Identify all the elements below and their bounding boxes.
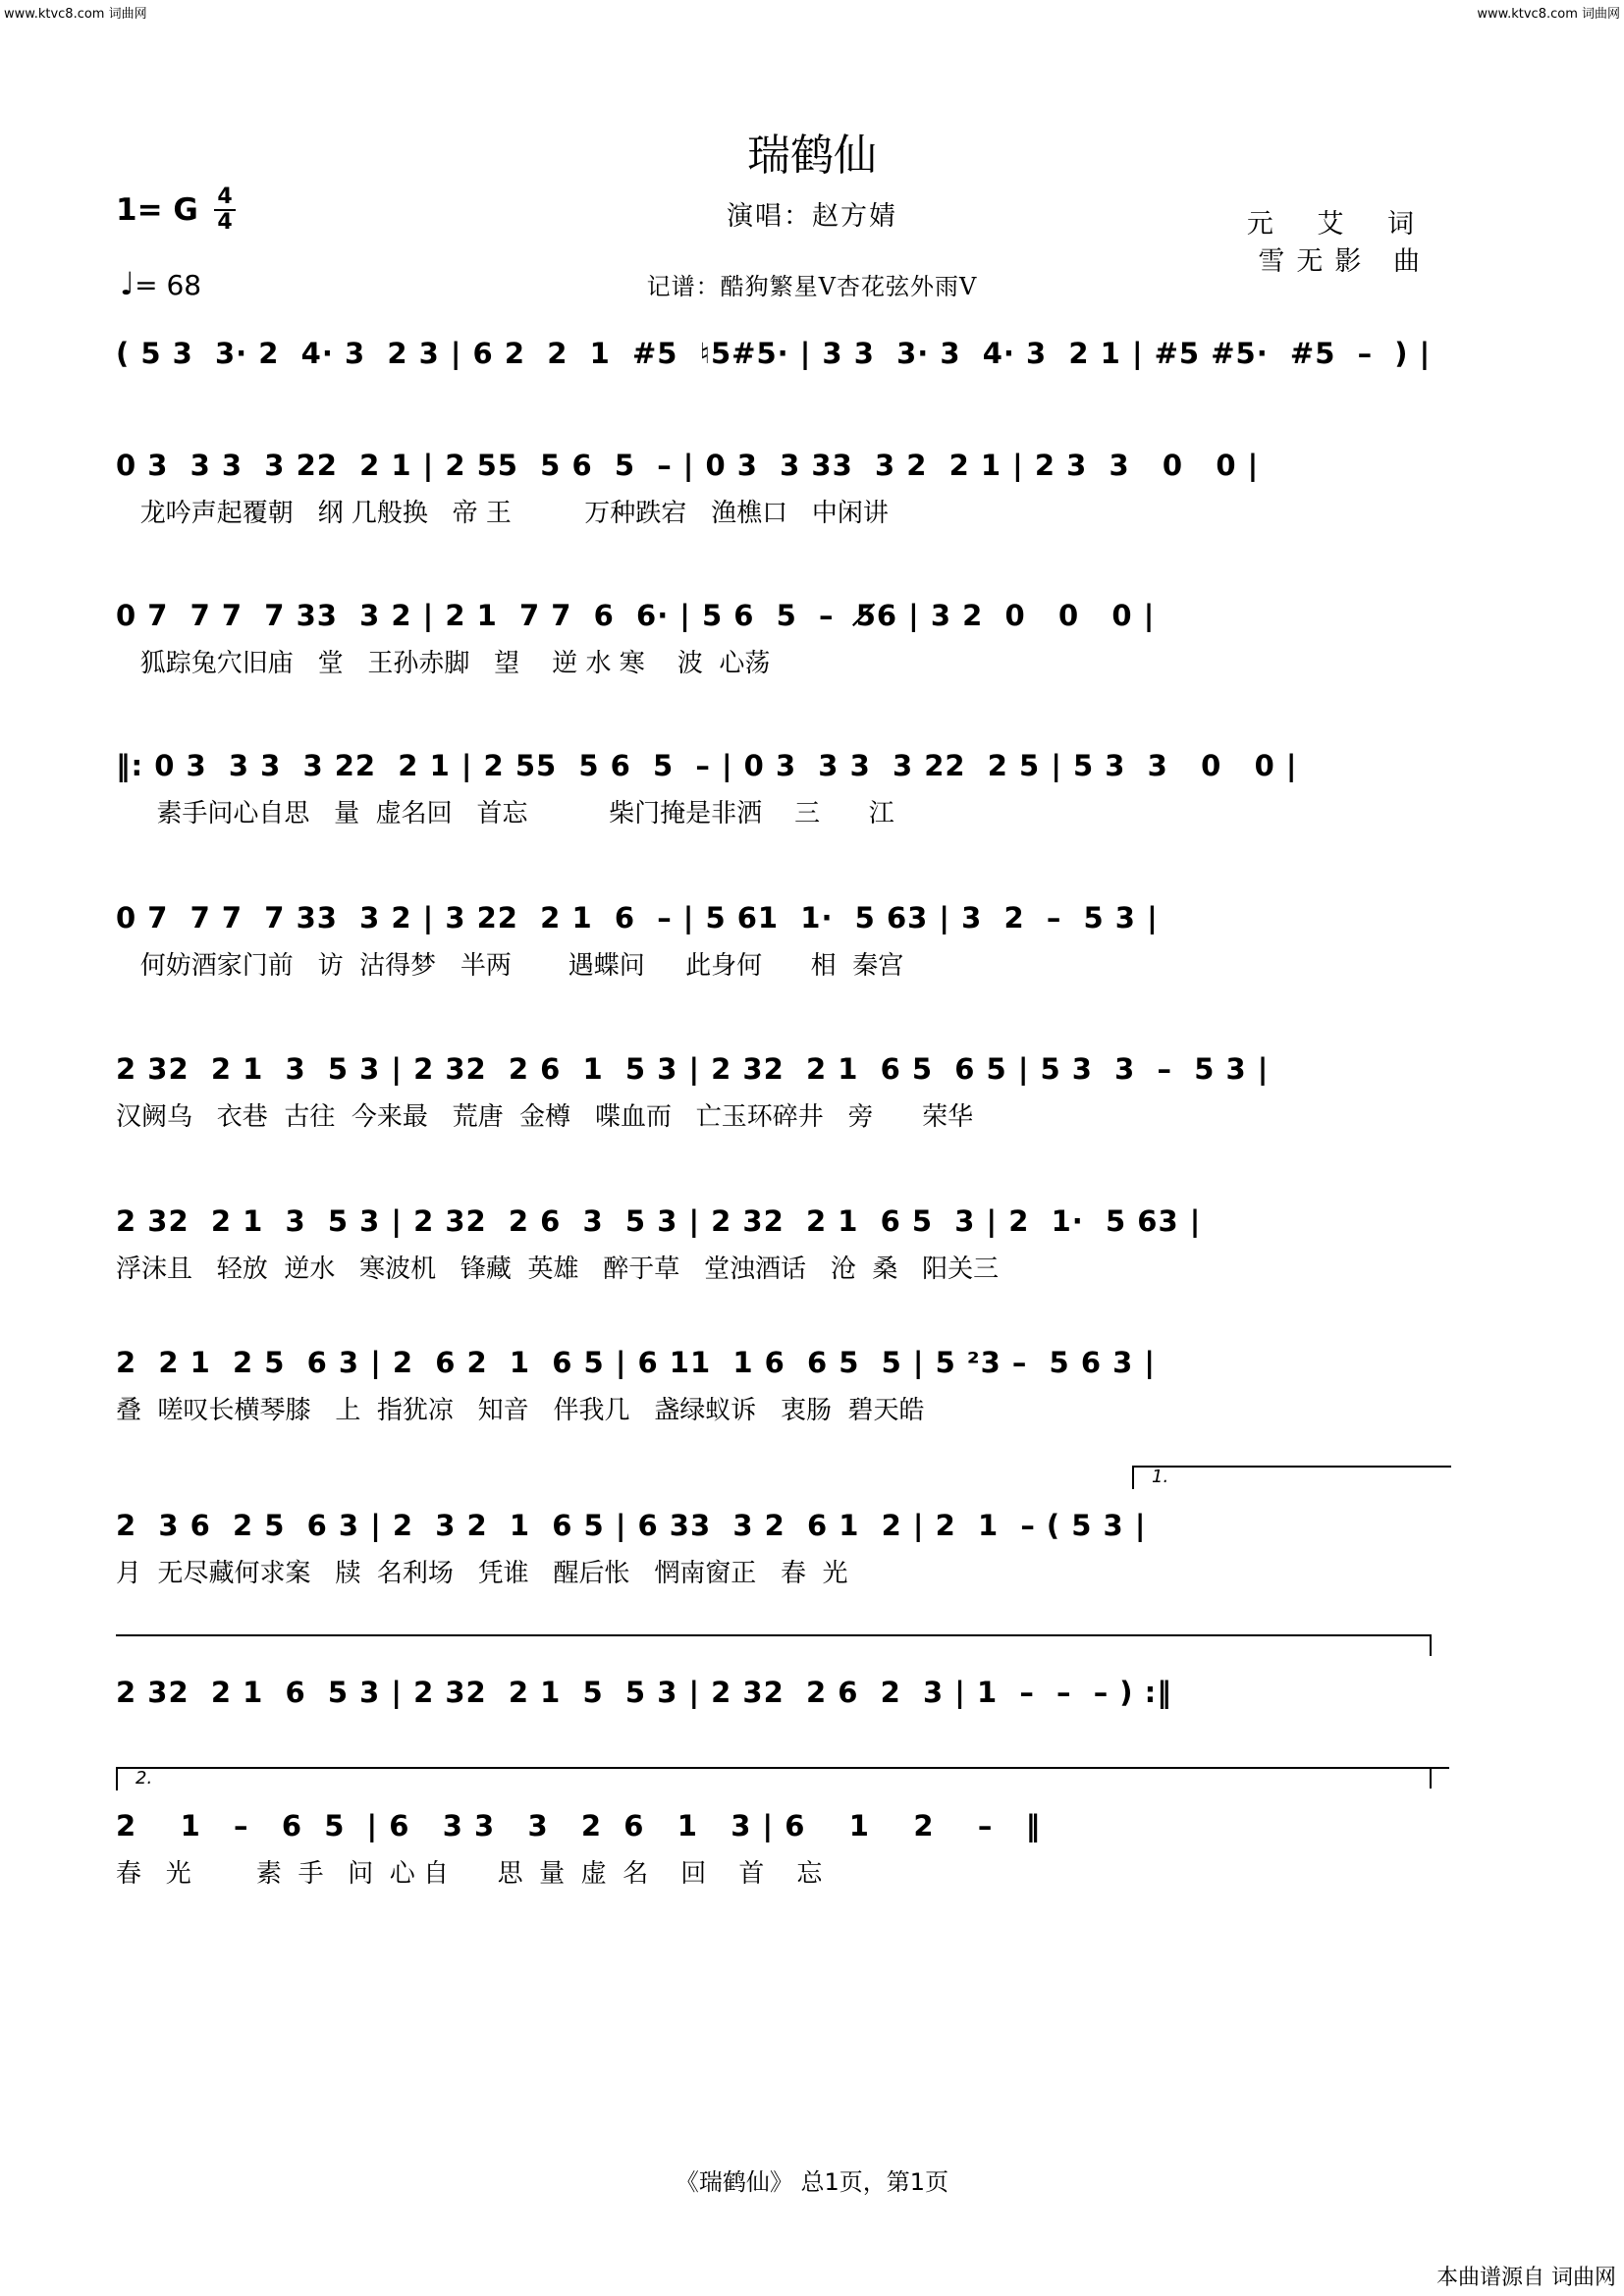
lyric-line: 汉阙乌 衣巷 古往 今来最 荒唐 金樽 喋血而 亡玉环碎井 旁 荣华: [116, 1102, 974, 1132]
first-ending-bracket-end: [1430, 1634, 1432, 1656]
notation-line: 2 32 2 1 6 5 3 | 2 32 2 1 5 5 3 | 2 32 2 6 2 3 | 1 – – – ) :‖: [116, 1676, 1172, 1709]
source-credit[interactable]: 本曲谱源自 词曲网: [1436, 2266, 1616, 2290]
lyric-line: 春 光 素 手 问 心 自 思 量 虚 名 回 首 忘: [116, 1859, 823, 1889]
notation-line: 2 2 1 2 5 6 3 | 2 6 2 1 6 5 | 6 11 1 6 6 5 5 | 5 ²3 – 5 6 3 |: [116, 1346, 1156, 1379]
site-url-right[interactable]: www.ktvc8.com 词曲网: [1477, 7, 1620, 22]
lyricist-credit: 元 艾 词: [1246, 209, 1432, 240]
tempo-value: = 68: [135, 269, 202, 301]
notation-line: 2 32 2 1 3 5 3 | 2 32 2 6 3 5 3 | 2 32 2 1 6 5 3 | 2 1· 5 63 |: [116, 1204, 1202, 1238]
notation-line: 0 3 3 3 3 22 2 1 | 2 55 5 6 5 – | 0 3 3 33 3 2 2 1 | 2 3 3 0 0 |: [116, 449, 1260, 482]
lyric-line: 狐踪兔穴旧庙 堂 王孙赤脚 望 逆 水 寒 波 心荡: [116, 649, 771, 678]
notation-line: 0 7 7 7 7 33 3 2 | 2 1 7 7 6 6· | 5 6 5 – 5̸6 | 3 2 0 0 0 |: [116, 599, 1156, 632]
notation-line: 0 7 7 7 7 33 3 2 | 3 22 2 1 6 – | 5 61 1· 5 63 | 3 2 – 5 3 |: [116, 901, 1159, 934]
time-signature-bottom: 4: [217, 210, 233, 235]
key-signature: 1= G: [116, 192, 198, 228]
song-title: 瑞鹤仙: [747, 131, 877, 181]
notation-line: ‖: 0 3 3 3 3 22 2 1 | 2 55 5 6 5 – | 0 3 3 3 3 22 2 5 | 5 3 3 0 0 |: [116, 749, 1298, 782]
transcriber-credit: 记谱：酷狗繁星V杏花弦外雨V: [646, 273, 978, 300]
notation-line: ( 5 3 3· 2 4· 3 2 3 | 6 2 2 1 #5 ♮5#5· | 3 3 3· 3 4· 3 2 1 | #5 #5· #5 – ) |: [116, 337, 1432, 370]
site-url-left[interactable]: www.ktvc8.com 词曲网: [4, 7, 147, 22]
lyric-line: 叠 嗟叹长横琴膝 上 指犹凉 知音 伴我几 盏绿蚁诉 衷肠 碧天皓: [116, 1396, 925, 1425]
first-ending-bracket: 1.: [1132, 1466, 1451, 1489]
lyric-line: 浮沫且 轻放 逆水 寒波机 锋藏 英雄 醉于草 堂浊酒话 沧 桑 阳关三: [116, 1255, 1000, 1284]
second-ending-bracket: 2.: [116, 1767, 1449, 1790]
notation-line: 2 32 2 1 3 5 3 | 2 32 2 6 1 5 3 | 2 32 2 1 6 5 6 5 | 5 3 3 – 5 3 |: [116, 1052, 1270, 1086]
singer-credit: 演唱：赵方婧: [727, 201, 897, 232]
lyric-line: 素手问心自思 量 虚名回 首忘 柴门掩是非洒 三 江: [116, 799, 894, 828]
notation-line: 2 1 – 6 5 | 6 3 3 3 2 6 1 3 | 6 1 2 – ‖: [116, 1809, 1042, 1842]
second-ending-bracket-end: [1430, 1767, 1432, 1789]
composer-credit: 雪无影 曲: [1258, 246, 1432, 277]
page-footer: 《瑞鹤仙》 总1页，第1页: [675, 2168, 949, 2196]
lyric-line: 月 无尽藏何求案 牍 名利场 凭谁 醒后怅 惘南窗正 春 光: [116, 1559, 848, 1588]
lyric-line: 何妨酒家门前 访 沽得梦 半两 遇蝶问 此身何 相 秦宫: [116, 951, 904, 981]
tempo-marking: [120, 265, 201, 302]
time-signature-top: 4: [217, 185, 233, 209]
notation-line: 2 3 6 2 5 6 3 | 2 3 2 1 6 5 | 6 33 3 2 6 1 2 | 2 1 – ( 5 3 |: [116, 1509, 1147, 1542]
time-signature: [214, 187, 236, 234]
lyric-line: 龙吟声起覆朝 纲 几般换 帝 王 万种跌宕 渔樵口 中闲讲: [116, 499, 889, 528]
first-ending-bracket-line: [116, 1634, 1432, 1636]
quarter-note-icon: ♩: [120, 265, 135, 302]
